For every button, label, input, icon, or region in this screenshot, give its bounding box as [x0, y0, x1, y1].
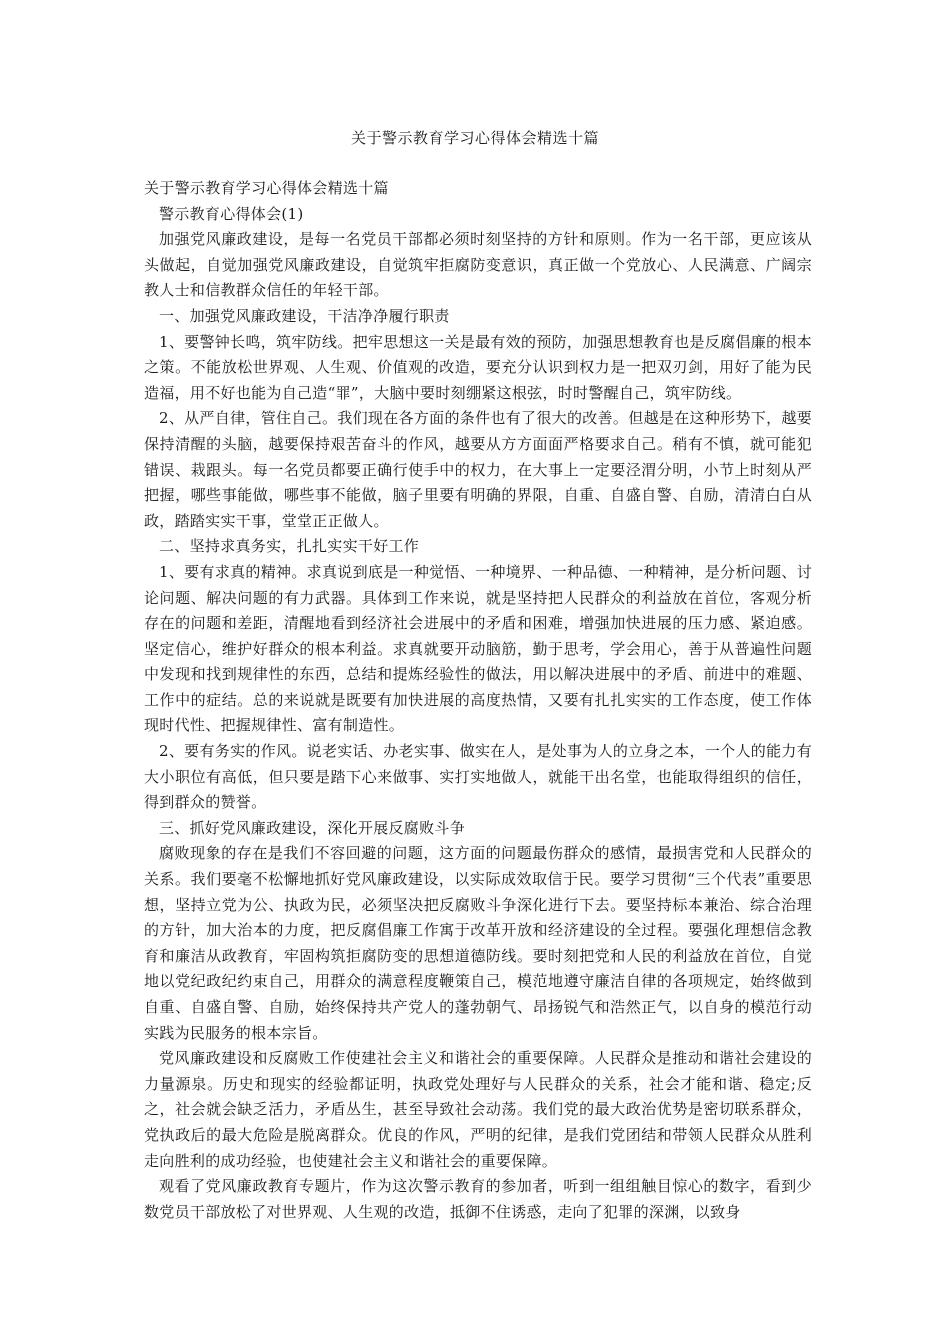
- paragraph: 党风廉政建设和反腐败工作使建社会主义和谐社会的重要保障。人民群众是推动和谐社会建设的力量源泉。历史和现实的经验都证明，执政党处理好与人民群众的关系，社会才能和谐、稳定;反之，社会就会缺乏活力，矛盾丛生，甚至导致社会动荡。我们党的最大政治优势是密切联系群众，党执政后的最大危险是脱离群众。优良的作风，严明的纪律，是我们党团结和带领人民群众从胜利走向胜利的成功经验，也使建社会主义和谐社会的重要保障。: [144, 1049, 812, 1170]
- paragraph: 1、要有求真的精神。求真说到底是一种觉悟、一种境界、一种品德、一种精神，是分析问题、讨论问题、解决问题的有力武器。具体到工作来说，就是坚持把人民群众的利益放在首位，客观分析存在的问题和差距，清醒地看到经济社会进展中的矛盾和困难，增强加快进展的压力感、紧迫感。坚定信心，维护好群众的根本利益。求真就要开动脑筋，勤于思考，学会用心，善于从普遍性问题中发现和找到规律性的东西，总结和提炼经验性的做法，用以解决进展中的矛盾、前进中的难题、工作中的症结。总的来说就是既要有加快进展的高度热情，又要有扎扎实实的工作态度，使工作体现时代性、把握规律性、富有制造性。: [144, 562, 812, 735]
- body-heading: 关于警示教育学习心得体会精选十篇: [144, 179, 389, 197]
- paragraph: 观看了党风廉政教育专题片，作为这次警示教育的参加者，听到一组组触目惊心的数字，看到少数党员干部放松了对世界观、人生观的改造，抵御不住诱惑，走向了犯罪的深渊，以致身: [144, 1177, 812, 1221]
- paragraph: 加强党风廉政建设，是每一名党员干部都必须时刻坚持的方针和原则。作为一名干部，更应该从头做起，自觉加强党风廉政建设，自觉筑牢拒腐防变意识，真正做一个党放心、人民满意、广阔宗教人士和信教群众信任的年轻干部。: [144, 230, 812, 300]
- section-subtitle: 警示教育心得体会(1): [159, 204, 304, 223]
- section-heading-2: 二、坚持求真务实，扎扎实实干好工作: [159, 537, 420, 556]
- paragraph: 2、要有务实的作风。说老实话、办老实事、做实在人，是处事为人的立身之本，一个人的能力有大小职位有高低，但只要是踏下心来做事、实打实地做人，就能干出名堂，也能取得组织的信任，得到群众的赞誉。: [144, 742, 812, 812]
- document-body: [144, 176, 812, 1225]
- document-title: 关于警示教育学习心得体会精选十篇: [350, 129, 599, 147]
- paragraph: 2、从严自律，管住自己。我们现在各方面的条件也有了很大的改善。但越是在这种形势下，越要保持清醒的头脑，越要保持艰苦奋斗的作风，越要从方方面面严格要求自己。稍有不慎，就可能犯错误、栽跟头。每一名党员都要正确行使手中的权力，在大事上一定要泾渭分明，小节上时刻从严把握，哪些事能做，哪些事不能做，脑子里要有明确的界限，自重、自盛自警、自励，清清白白从政，踏踏实实干事，堂堂正正做人。: [144, 409, 812, 530]
- section-heading-3: 三、抓好党风廉政建设，深化开展反腐败斗争: [159, 818, 466, 837]
- paragraph: 腐败现象的存在是我们不容回避的问题，这方面的问题最伤群众的感情，最损害党和人民群众的关系。我们要毫不松懈地抓好党风廉政建设，以实际成效取信于民。要学习贯彻“三个代表”重要思想，坚持立党为公、执政为民，必须坚决把反腐败斗争深化进行下去。要坚持标本兼治、综合治理的方针，加大治本的力度，把反腐倡廉工作寓于改革开放和经济建设的全过程。要强化理想信念教育和廉洁从政教育，牢固构筑拒腐防变的思想道德防线。要时刻把党和人民的利益放在首位，自觉地以党纪政纪约束自己，用群众的满意程度鞭策自己，模范地遵守廉洁自律的各项规定，始终做到自重、自盛自警、自励，始终保持共产党人的蓬勃朝气、昂扬锐气和浩然正气，以自身的模范行动实践为民服务的根本宗旨。: [144, 844, 812, 1042]
- section-heading-1: 一、加强党风廉政建设，干洁净净履行职责: [159, 306, 450, 325]
- paragraph: 1、要警钟长鸣，筑牢防线。把牢思想这一关是最有效的预防，加强思想教育也是反腐倡廉的根本之策。不能放松世界观、人生观、价值观的改造，要充分认识到权力是一把双刃剑，用好了能为民造福，用不好也能为自己造“罪”，大脑中要时刻绷紧这根弦，时时警醒自己，筑牢防线。: [144, 332, 812, 402]
